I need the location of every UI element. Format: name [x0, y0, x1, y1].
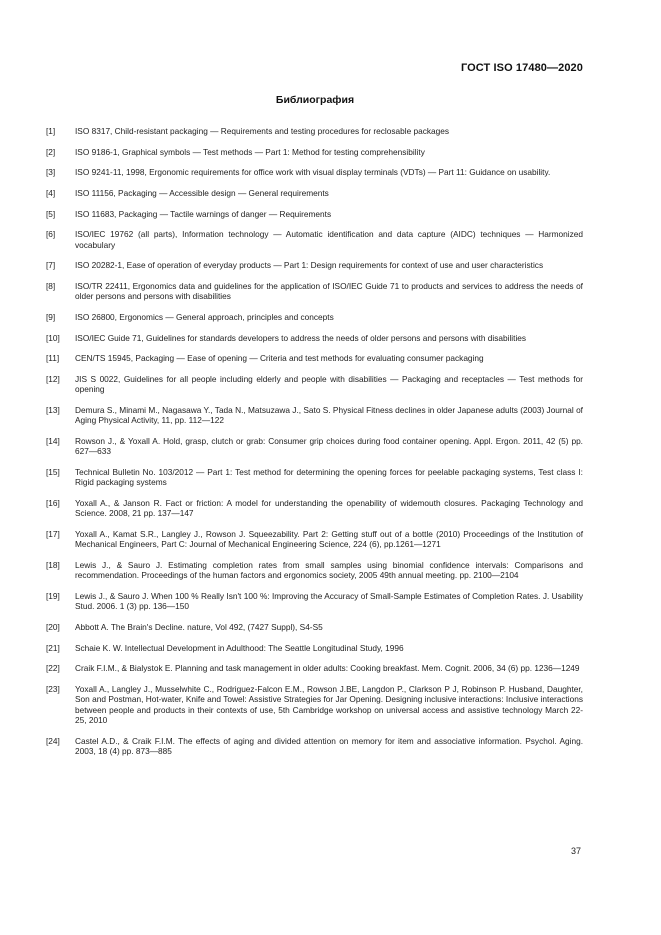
reference-item	[46, 467, 583, 488]
reference-text: Castel A.D., & Craik F.I.M. The effects of aging and divided attention on memory for item and associative information. Psychol. Aging. 2003, 18 (4) pp. 873—885	[75, 735, 583, 756]
reference-item	[46, 312, 583, 322]
reference-text: CEN/TS 15945, Packaging — Ease of opening — Criteria and test methods for evaluating consumer packaging	[75, 353, 484, 364]
reference-text: Yoxall A., Langley J., Musselwhite C., Rodriguez-Falcon E.M., Rowson J.BE, Langdon P., Clarkson P J, Robinson P. Husband, Daughter, Son and Postman, Hot-water, Knife and Towel: Assistive Strategies for Jar Opening. Designing inclusive interactions: Inclusive interactions between people and products in their contexts of use, 5th Cambridge workshop on universal access and assistive technology March 22-25, 2010	[75, 684, 583, 725]
reference-text: Demura S., Minami M., Nagasawa Y., Tada N., Matsuzawa J., Sato S. Physical Fitness declines in older Japanese adults (2003) Journal of Aging Physical Activity, 11, pp. 112—122	[75, 405, 583, 426]
reference-item	[46, 333, 583, 343]
reference-item	[46, 560, 583, 581]
reference-item	[46, 209, 583, 219]
reference-item	[46, 622, 583, 632]
document-code: ГОСТ ISO 17480—2020	[460, 62, 583, 74]
reference-text: Technical Bulletin No. 103/2012 — Part 1: Test method for determining the opening forces for peelable packaging systems, Test class I: Rigid packaging systems	[75, 467, 583, 488]
reference-text: ISO/IEC 19762 (all parts), Information technology — Automatic identification and data capture (AIDC) techniques — Harmonized vocabulary	[75, 229, 583, 250]
reference-text: ISO 8317, Child-resistant packaging — Requirements and testing procedures for reclosable packages	[75, 126, 450, 136]
reference-number: [22]	[46, 663, 60, 674]
reference-item	[46, 126, 583, 136]
reference-number: [6]	[46, 229, 56, 240]
reference-number: [12]	[46, 374, 60, 385]
reference-number: [3]	[46, 167, 56, 178]
reference-number: [16]	[46, 498, 60, 509]
reference-item	[46, 281, 583, 302]
reference-item	[46, 529, 583, 550]
reference-number: [17]	[46, 529, 60, 540]
reference-item	[46, 374, 583, 395]
reference-item	[46, 736, 583, 757]
reference-item	[46, 663, 583, 673]
reference-number: [21]	[46, 642, 60, 653]
reference-number: [7]	[46, 260, 56, 271]
reference-number: [15]	[46, 467, 60, 478]
reference-number: [24]	[46, 735, 60, 746]
reference-text: Lewis J., & Sauro J. When 100 % Really Isn't 100 %: Improving the Accuracy of Small-Sample Estimates of Completion Rates. J. Usability Stud. 2006. 1 (3) pp. 136—150	[75, 591, 583, 612]
reference-item	[46, 353, 583, 363]
reference-text: ISO 9186-1, Graphical symbols — Test methods — Part 1: Method for testing comprehensibility	[75, 146, 425, 157]
reference-number: [20]	[46, 622, 60, 633]
reference-number: [10]	[46, 332, 60, 343]
reference-item	[46, 405, 583, 426]
reference-text: ISO 26800, Ergonomics — General approach, principles and concepts	[75, 312, 334, 323]
reference-text: ISO 20282-1, Ease of operation of everyday products — Part 1: Design requirements for context of use and user characteristics	[75, 260, 544, 271]
reference-item	[46, 436, 583, 457]
reference-number: [11]	[46, 353, 60, 364]
bibliography-title: Библиография	[275, 94, 355, 106]
reference-number: [19]	[46, 591, 60, 602]
reference-item	[46, 643, 583, 653]
reference-text: ISO 11683, Packaging — Tactile warnings of danger — Requirements	[75, 208, 332, 219]
reference-text: ISO/IEC Guide 71, Guidelines for standards developers to address the needs of older persons and persons with disabilities	[75, 332, 527, 343]
reference-number: [2]	[46, 146, 56, 157]
reference-number: [4]	[46, 188, 56, 199]
reference-number: [9]	[46, 312, 56, 323]
reference-text: Yoxall A., Kamat S.R., Langley J., Rowson J. Squeezability. Part 2: Getting stuff out of a bottle (2010) Proceedings of the Institution of Mechanical Engineers, Part C: Journal of Mechanical Engineering Science, 224 (6), pp.1261—1271	[75, 529, 583, 550]
reference-text: Schaie K. W. Intellectual Development in Adulthood: The Seattle Longitudinal Study, 1996	[75, 642, 404, 653]
reference-text: ISO 9241-11, 1998, Ergonomic requirements for office work with visual display terminals (VDTs) — Part 11: Guidance on usability.	[75, 167, 551, 178]
reference-item	[46, 188, 583, 198]
reference-text: JIS S 0022, Guidelines for all people including elderly and people with disabilities — Packaging and receptacles — Test methods for opening	[75, 374, 583, 395]
reference-item	[46, 229, 583, 250]
reference-text: Yoxall A., & Janson R. Fact or friction: A model for understanding the openability of widemouth closures. Packaging Technology and Science. 2008, 21 pp. 137—147	[75, 498, 583, 519]
reference-text: Rowson J., & Yoxall A. Hold, grasp, clutch or grab: Consumer grip choices during food container opening. Appl. Ergon. 2011, 42 (5) pp. 627—633	[75, 436, 583, 457]
reference-item	[46, 167, 583, 177]
reference-number: [18]	[46, 560, 60, 571]
reference-text: Lewis J., & Sauro J. Estimating completion rates from small samples using binomial confidence intervals: Comparisons and recommendation. Proceedings of the human factors and ergonomics society, 2005 49th annual meeting. pp. 2100—2104	[75, 560, 583, 581]
reference-item	[46, 147, 583, 157]
reference-number: [5]	[46, 208, 56, 219]
reference-number: [23]	[46, 684, 60, 695]
reference-item	[46, 684, 583, 725]
reference-number: [14]	[46, 436, 60, 447]
reference-number: [8]	[46, 281, 56, 292]
reference-number: [13]	[46, 405, 60, 416]
reference-list	[46, 126, 583, 767]
reference-number: [1]	[46, 126, 56, 136]
reference-item	[46, 591, 583, 612]
reference-text: ISO 11156, Packaging — Accessible design — General requirements	[75, 188, 329, 199]
reference-text: Abbott A. The Brain's Decline. nature, Vol 492, (7427 Suppl), S4-S5	[75, 622, 323, 633]
reference-text: Craik F.I.M., & Bialystok E. Planning and task management in older adults: Cooking breakfast. Mem. Cognit. 2006, 34 (6) pp. 1236—1249	[75, 663, 580, 674]
reference-item	[46, 498, 583, 519]
reference-item	[46, 260, 583, 270]
reference-text: ISO/TR 22411, Ergonomics data and guidelines for the application of ISO/IEC Guide 71 to products and services to address the needs of older persons and persons with disabilities	[75, 281, 583, 302]
page-number: 37	[570, 846, 581, 856]
